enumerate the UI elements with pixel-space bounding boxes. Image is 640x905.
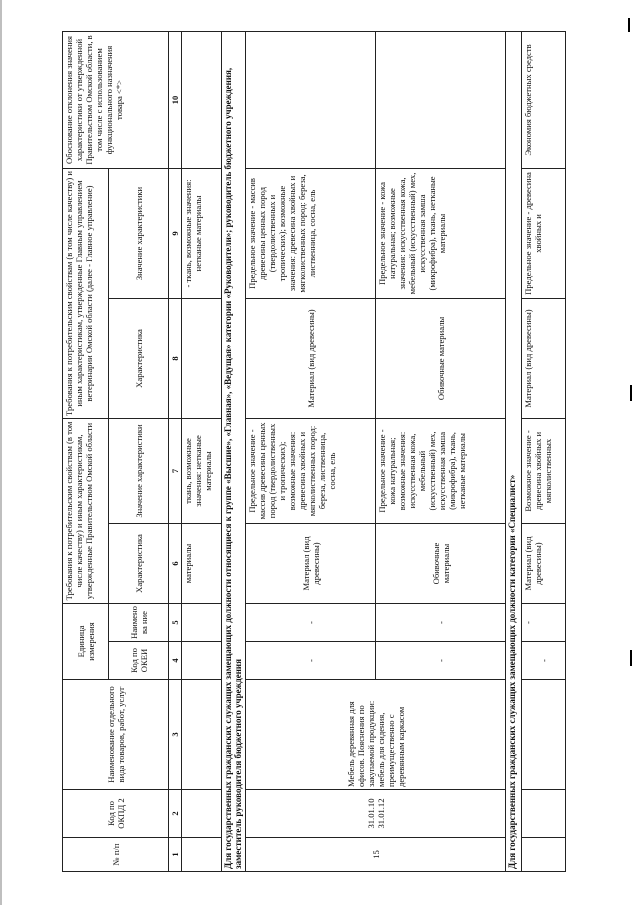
cell-char: Материал (вид древесины) xyxy=(246,524,376,604)
cell-okei: - xyxy=(522,642,566,680)
cell-unit: - xyxy=(522,604,566,642)
item-code: 31.01.10 31.01.12 xyxy=(246,790,506,838)
cell-char: Материал (вид древесины) xyxy=(522,524,566,604)
cell-value: Возможное значение - древесина хвойных и мягколиственных xyxy=(522,418,566,523)
cell-char2: Материал (вид древесины) xyxy=(246,298,376,418)
scan-mark xyxy=(630,385,632,401)
section-heading: Для государственных гражданских служащих замещающих должности категории «Специалист» xyxy=(506,31,522,871)
cell-value2: Предельное значение - кожа натуральная; возможные значения: искусственная кожа, мебельный (искусственный) мех, искусственная замша (микрофибра), ткань, нетканые материалы xyxy=(376,168,506,298)
requirements-table xyxy=(62,31,566,872)
col-number: 2 xyxy=(169,790,182,838)
header-okpd: Код по ОКПД 2 xyxy=(63,790,169,838)
header-num: № п/п xyxy=(63,838,169,872)
col-number: 5 xyxy=(169,604,182,642)
col-number: 3 xyxy=(169,680,182,790)
cell-unit: - xyxy=(246,604,376,642)
col-number: 4 xyxy=(169,642,182,680)
col-number: 8 xyxy=(169,298,182,418)
cell-value2: - ткань, возможные значения: нетканые материалы xyxy=(182,168,222,298)
cell-justification: Экономия бюджетных средств xyxy=(522,31,566,168)
item-name: Мебель деревянная для офисов. Пояснения по закупаемой продукции: мебель для сидения, преимущественно с деревянным каркасом xyxy=(246,680,506,790)
cell-char2: Обивочные материалы xyxy=(376,298,506,418)
scan-mark xyxy=(628,18,630,32)
cell-okei: - xyxy=(246,642,376,680)
header-unitname: Наименова ние xyxy=(109,604,169,642)
header-char2: Характеристика xyxy=(109,298,169,418)
scan-edge-line xyxy=(0,0,2,905)
header-req-agency: Требования к потребительским свойствам (в том числе качеству) и иным характеристикам, утвержденные Главным управлением ветеринарии Омской области (далее - Главное управление) xyxy=(63,168,109,418)
section-heading: Для государственных гражданских служащих замещающих должности относящиеся к группе «Высшие», «Главная», «Ведущая» категории «Руководители»; руководитель бюджетного учреждения, заместитель руководителя бюджетного учреждения xyxy=(222,31,246,871)
header-req-gov: Требования к потребительским свойствам (в том числе качеству) и иным характеристикам, утвержденные Правительством Омской области xyxy=(63,418,109,603)
header-okei: Код по ОКЕИ xyxy=(109,642,169,680)
cell-value: Предельное значение - массив древесины ценных пород (твердолиственных и тропических); возможные значения: древесина хвойных и мягколиственных пород: береза, лиственница, сосна, ель xyxy=(246,418,376,523)
col-number: 10 xyxy=(169,31,182,168)
cell-okei: - xyxy=(376,642,506,680)
col-number: 1 xyxy=(169,838,182,872)
cell-char2: Материал (вид древесины) xyxy=(522,298,566,418)
cell-unit: - xyxy=(376,604,506,642)
cell-char: Обивочные материалы xyxy=(376,524,506,604)
header-unit: Единица измерения xyxy=(63,604,109,680)
cell-value: ткань, возможные значения: нетканые материалы xyxy=(182,418,222,523)
header-justification: Обоснование отклонения значения характеристики от утвержденной Правительством Омской области, в том числе с использованием функционального назначения товара <*> xyxy=(63,31,169,168)
cell-value: Предельное значение - кожа натуральная; возможные значения: искусственная кожа, мебельный (искусственный) мех, искусственная замша (микрофибра), ткань, нетканые материалы xyxy=(376,418,506,523)
rotated-table-page xyxy=(62,32,572,872)
header-char: Характеристика xyxy=(109,524,169,604)
header-value2: Значение характеристики xyxy=(109,168,169,298)
item-number: 15 xyxy=(246,838,506,872)
col-number: 9 xyxy=(169,168,182,298)
header-value: Значение характеристики xyxy=(109,418,169,523)
scan-mark xyxy=(630,650,632,666)
cell-char: материалы xyxy=(182,524,222,604)
col-number: 7 xyxy=(169,418,182,523)
col-number: 6 xyxy=(169,524,182,604)
cell-value2: Предельное значение - древесина хвойных и xyxy=(522,168,566,298)
cell-value2: Предельное значение - массив древесины ценных пород (твердолиственных и тропических); возможные значения: древесина хвойных и мягколиственных пород: береза, лиственница, сосна, ель xyxy=(246,168,376,298)
header-name: Наименование отдельного вида товаров, работ, услуг xyxy=(63,680,169,790)
